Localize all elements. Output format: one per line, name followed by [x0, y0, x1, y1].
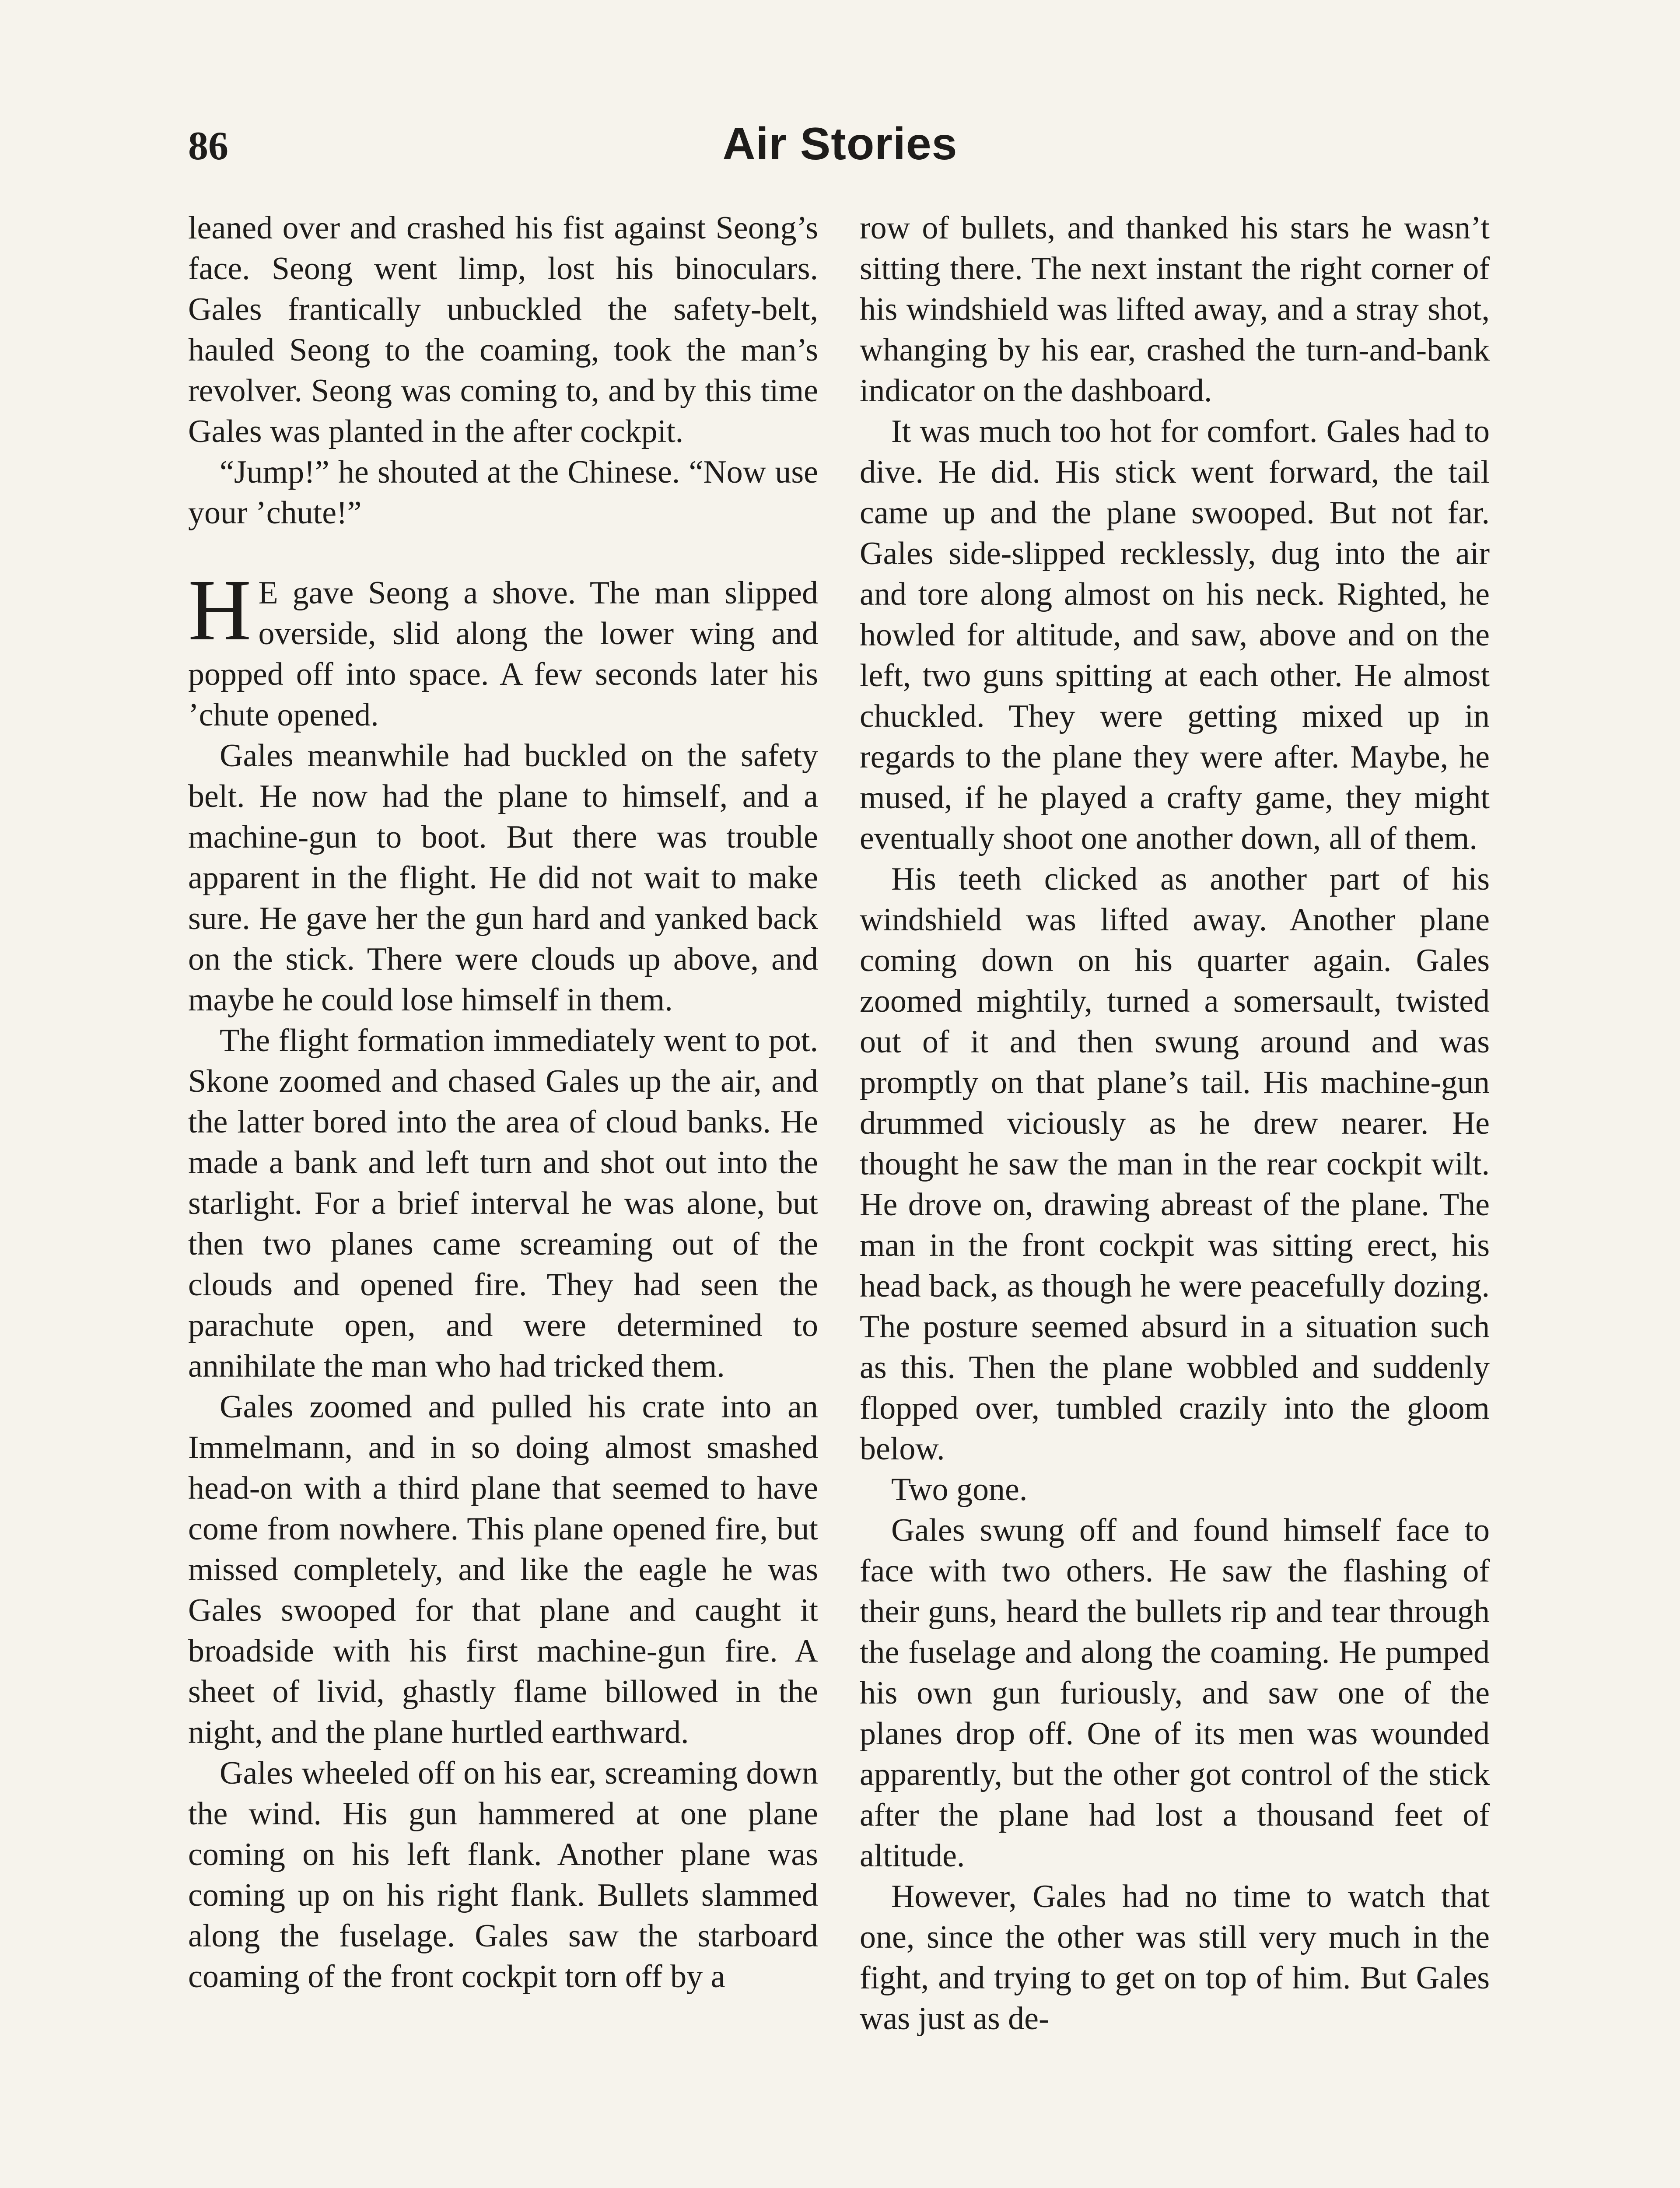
paragraph: It was much too hot for comfort. Gales had to dive. He did. His stick went forward, the tail came up and the plane swooped. But not far. Gales side-slipped recklessly, dug into the air and tore along almost on his neck. Righted, he howled for altitude, and saw, above and on the left, two guns spitting at each other. He almost chuckled. They were getting mixed up in regards to the plane they were after. Maybe, he mused, if he played a crafty game, they might eventually shoot one another down, all of them. [860, 414, 1490, 856]
paragraph: His teeth clicked as another part of his windshield was lifted away. Another plane coming down on his quarter again. Gales zoomed mightily, turned a somersault, twisted out of it and then swung around and was promptly on that plane’s tail. His machine-gun drummed viciously as he drew nearer. He thought he saw the man in the rear cockpit wilt. He drove on, drawing abreast of the plane. The man in the front cockpit was sitting erect, his head back, as though he were peacefully dozing. The posture seemed absurd in a situation such as this. Then the plane wobbled and suddenly flopped over, tumbled crazily into the gloom below. [860, 861, 1490, 1467]
paragraph: Gales meanwhile had buckled on the safety belt. He now had the plane to himself, and a machine-gun to boot. But there was trouble apparent in the flight. He did not wait to make sure. He gave her the gun hard and yanked back on the stick. There were clouds up above, and maybe he could lose himself in them. [188, 738, 818, 1018]
paragraph: However, Gales had no time to watch that one, since the other was still very much in the fight, and trying to get on top of him. But Gales was just as de- [860, 1879, 1490, 2037]
left-column [188, 208, 818, 1997]
page-number: 86 [188, 123, 228, 168]
paragraph: Gales wheeled off on his ear, screaming down the wind. His gun hammered at one plane coming on his left flank. Another plane was coming up on his right flank. Bullets slammed along the fuselage. Gales saw the starboard coaming of the front cockpit torn off by a [188, 1755, 818, 1995]
drop-cap: H [188, 562, 252, 659]
right-column [860, 208, 1490, 2039]
paragraph: Gales swung off and found himself face to face with two others. He saw the flashing of their guns, heard the bullets rip and tear through the fuselage and along the coaming. He pumped his own gun furiously, and saw one of the planes drop off. One of its men was wounded apparently, but the other got control of the stick after the plane had lost a thousand feet of altitude. [860, 1512, 1490, 1874]
section-opening-paragraph [188, 562, 818, 736]
running-title: Air Stories [722, 119, 958, 169]
paragraph: “Jump!” he shouted at the Chinese. “Now use your ’chute!” [188, 454, 818, 531]
section-opening-text: E gave Seong a shove. The man slipped overside, slid along the lower wing and popped off into space. A few seconds later his ’chute opened. [188, 575, 818, 733]
paragraph: Gales zoomed and pulled his crate into an Immelmann, and in so doing almost smashed head-on with a third plane that seemed to have come from nowhere. This plane opened fire, but missed completely, and like the eagle he was Gales swooped for that plane and caught it broadside with his first machine-gun fire. A sheet of livid, ghastly flame billowed in the night, and the plane hurtled earthward. [188, 1389, 818, 1750]
paragraph: row of bullets, and thanked his stars he wasn’t sitting there. The next instant the right corner of his windshield was lifted away, and a stray shot, whanging by his ear, crashed the turn-and-bank indicator on the dashboard. [860, 210, 1490, 409]
paragraph: Two gone. [891, 1472, 1028, 1508]
page-header [188, 109, 1492, 175]
paragraph: The flight formation immediately went to pot. Skone zoomed and chased Gales up the air, and the latter bored into the area of cloud banks. He made a bank and left turn and shot out into the starlight. For a brief interval he was alone, but then two planes came screaming out of the clouds and opened fire. They had seen the parachute open, and were determined to annihilate the man who had tricked them. [188, 1023, 818, 1384]
paragraph: leaned over and crashed his fist against Seong’s face. Seong went limp, lost his binoculars. Gales frantically unbuckled the safety-belt, hauled Seong to the coaming, took the man’s revolver. Seong was coming to, and by this time Gales was planted in the after cockpit. [188, 210, 818, 449]
